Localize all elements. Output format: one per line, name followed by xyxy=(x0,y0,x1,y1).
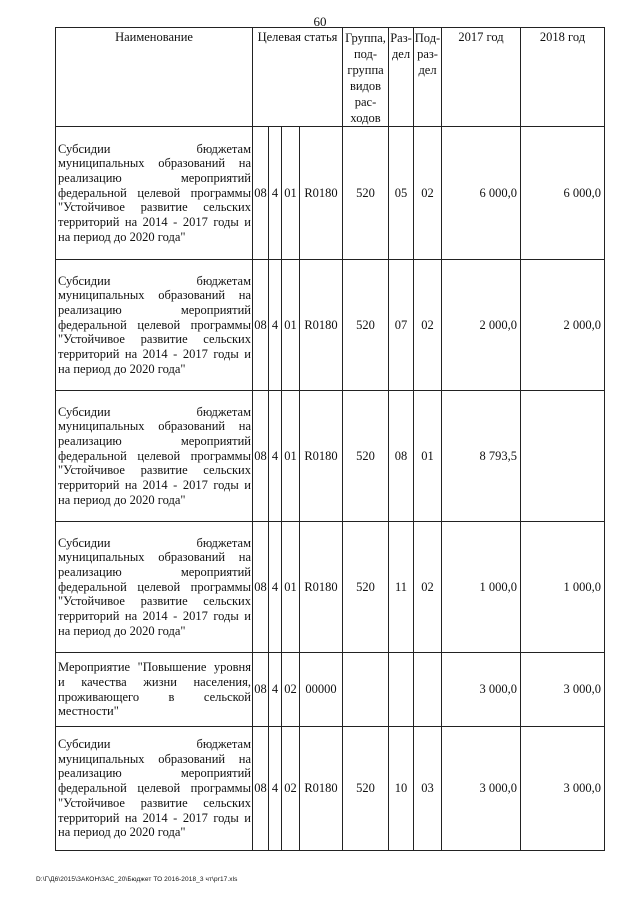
subsection-code: 03 xyxy=(414,727,442,851)
target-code-4: R0180 xyxy=(300,391,343,522)
row-name: Субсидии бюджетам муниципальных образований на реализацию мероприятий федеральной целевой программы "Устойчивое развитие сельских территорий на 2014 - 2017 годы и на период до 2020 года" xyxy=(56,391,253,522)
header-group-line: рас- xyxy=(354,95,377,109)
row-name: Субсидии бюджетам муниципальных образований на реализацию мероприятий федеральной целевой программы "Устойчивое развитие сельских территорий на 2014 - 2017 годы и на период до 2020 года" xyxy=(56,727,253,851)
amount-2018: 6 000,0 xyxy=(521,127,605,260)
subsection-code: 01 xyxy=(414,391,442,522)
section-code: 07 xyxy=(389,260,414,391)
amount-2017: 1 000,0 xyxy=(442,522,521,653)
target-code-1: 08 xyxy=(253,727,269,851)
target-code-3: 01 xyxy=(282,522,300,653)
table-row xyxy=(56,727,605,851)
header-2017: 2017 год xyxy=(442,28,521,127)
header-group-line: видов xyxy=(349,79,382,93)
header-subsection-line: Под- xyxy=(414,31,441,45)
target-code-4: R0180 xyxy=(300,127,343,260)
header-section xyxy=(389,28,414,127)
target-code-4: R0180 xyxy=(300,260,343,391)
header-section-line: дел xyxy=(391,47,411,61)
header-name: Наименование xyxy=(56,28,253,127)
group-code: 520 xyxy=(343,391,389,522)
subsection-code: 02 xyxy=(414,260,442,391)
table-row xyxy=(56,522,605,653)
table-row xyxy=(56,127,605,260)
group-code xyxy=(343,653,389,727)
group-code: 520 xyxy=(343,727,389,851)
header-2018: 2018 год xyxy=(521,28,605,127)
target-code-1: 08 xyxy=(253,260,269,391)
target-code-3: 02 xyxy=(282,727,300,851)
section-code: 11 xyxy=(389,522,414,653)
header-group-line: Группа, xyxy=(345,31,386,45)
amount-2018 xyxy=(521,391,605,522)
header-section-line: Раз- xyxy=(390,31,412,45)
row-name: Субсидии бюджетам муниципальных образований на реализацию мероприятий федеральной целевой программы "Устойчивое развитие сельских территорий на 2014 - 2017 годы и на период до 2020 года" xyxy=(56,522,253,653)
target-code-2: 4 xyxy=(269,727,282,851)
header-subsection-line: раз- xyxy=(417,47,438,61)
row-name: Субсидии бюджетам муниципальных образований на реализацию мероприятий федеральной целевой программы "Устойчивое развитие сельских территорий на 2014 - 2017 годы и на период до 2020 года" xyxy=(56,127,253,260)
amount-2018: 3 000,0 xyxy=(521,653,605,727)
amount-2018: 3 000,0 xyxy=(521,727,605,851)
header-subsection-line: дел xyxy=(418,63,437,77)
header-group xyxy=(343,28,389,127)
amount-2017: 6 000,0 xyxy=(442,127,521,260)
section-code xyxy=(389,653,414,727)
amount-2017: 8 793,5 xyxy=(442,391,521,522)
group-code: 520 xyxy=(343,522,389,653)
target-code-2: 4 xyxy=(269,391,282,522)
header-group-line: группа xyxy=(347,63,384,77)
group-code: 520 xyxy=(343,127,389,260)
amount-2017: 3 000,0 xyxy=(442,653,521,727)
target-code-1: 08 xyxy=(253,522,269,653)
table-row xyxy=(56,260,605,391)
page-number: 60 xyxy=(313,14,327,29)
header-subsection xyxy=(414,28,442,127)
target-code-2: 4 xyxy=(269,260,282,391)
target-code-2: 4 xyxy=(269,127,282,260)
target-code-1: 08 xyxy=(253,391,269,522)
target-code-2: 4 xyxy=(269,653,282,727)
subsection-code xyxy=(414,653,442,727)
subsection-code: 02 xyxy=(414,522,442,653)
target-code-4: R0180 xyxy=(300,522,343,653)
header-group-line: ходов xyxy=(350,111,381,125)
subsection-code: 02 xyxy=(414,127,442,260)
target-code-3: 02 xyxy=(282,653,300,727)
amount-2018: 1 000,0 xyxy=(521,522,605,653)
target-code-4: R0180 xyxy=(300,727,343,851)
table-row xyxy=(56,391,605,522)
group-code: 520 xyxy=(343,260,389,391)
target-code-2: 4 xyxy=(269,522,282,653)
section-code: 10 xyxy=(389,727,414,851)
header-target-article: Целевая статья xyxy=(253,28,343,127)
section-code: 08 xyxy=(389,391,414,522)
file-path-footer: D:\Г\Д6\2015\ЗАКОН\ЗАС_20\Бюджет ТО 2016-2018_3 чт\pr17.xls xyxy=(36,876,238,883)
target-code-1: 08 xyxy=(253,127,269,260)
row-name: Субсидии бюджетам муниципальных образований на реализацию мероприятий федеральной целевой программы "Устойчивое развитие сельских территорий на 2014 - 2017 годы и на период до 2020 года" xyxy=(56,260,253,391)
budget-table xyxy=(55,27,605,851)
section-code: 05 xyxy=(389,127,414,260)
target-code-3: 01 xyxy=(282,260,300,391)
row-name: Мероприятие "Повышение уровня и качества жизни населения, проживающего в сельской местности" xyxy=(56,653,253,727)
target-code-3: 01 xyxy=(282,391,300,522)
header-group-line: под- xyxy=(353,47,378,61)
amount-2017: 2 000,0 xyxy=(442,260,521,391)
target-code-4: 00000 xyxy=(300,653,343,727)
target-code-1: 08 xyxy=(253,653,269,727)
amount-2018: 2 000,0 xyxy=(521,260,605,391)
target-code-3: 01 xyxy=(282,127,300,260)
amount-2017: 3 000,0 xyxy=(442,727,521,851)
table-row xyxy=(56,653,605,727)
